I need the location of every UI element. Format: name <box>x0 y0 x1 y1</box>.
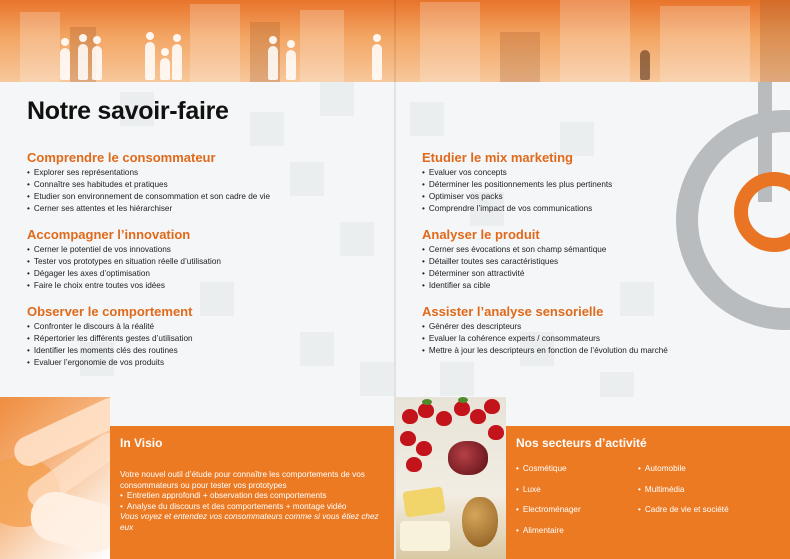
skincare-photo <box>0 397 110 559</box>
food-photo <box>396 397 506 559</box>
sector-item: • Cadre de vie et société <box>638 505 768 516</box>
photo-shape <box>416 441 432 456</box>
in-visio-panel <box>110 426 394 559</box>
sector-item: • Cosmétique <box>516 464 638 475</box>
person-silhouette <box>145 42 155 80</box>
person-silhouette <box>268 46 278 80</box>
section-innovation <box>27 227 397 292</box>
list-item: • Mettre à jour les descripteurs en fonction de l’évolution du marché <box>422 345 722 357</box>
photo-shape <box>488 425 504 440</box>
person-silhouette <box>269 36 277 44</box>
list-item: • Identifier sa cible <box>422 280 702 292</box>
section-heading: Comprendre le consommateur <box>27 150 216 165</box>
sector-item: • Automobile <box>638 464 768 475</box>
mosaic-tile <box>440 362 474 396</box>
building-shape <box>300 10 344 82</box>
list-item: • Déterminer son attractivité <box>422 268 702 280</box>
list-item: • Analyse du discours et des comportements + montage vidéo <box>120 502 384 513</box>
building-shape <box>190 4 240 82</box>
sector-item: • Luxe <box>516 485 638 496</box>
photo-shape <box>422 399 432 405</box>
person-silhouette <box>61 38 69 46</box>
list-item: • Optimiser vos packs <box>422 191 702 203</box>
photo-shape <box>402 409 418 424</box>
photo-shape <box>402 486 445 517</box>
photo-shape <box>400 431 416 446</box>
person-silhouette <box>172 44 182 80</box>
list-item: • Détailler toutes ses caractéristiques <box>422 256 702 268</box>
list-item: • Générer des descripteurs <box>422 321 722 333</box>
section-sensorielle <box>422 304 722 357</box>
list-item: • Tester vos prototypes en situation réelle d’utilisation <box>27 256 397 268</box>
person-silhouette <box>160 58 170 80</box>
sectors-panel <box>506 426 790 559</box>
list-item: • Cerner le potentiel de vos innovations <box>27 244 397 256</box>
sector-item: • Alimentaire <box>516 526 638 537</box>
person-silhouette <box>78 44 88 80</box>
list-item: • Evaluer vos concepts <box>422 167 702 179</box>
photo-shape <box>470 409 486 424</box>
person-silhouette <box>372 44 382 80</box>
list-item: • Etudier son environnement de consommation et son cadre de vie <box>27 191 397 203</box>
panel-heading: In Visio <box>120 436 163 450</box>
list-item: • Comprendre l’impact de vos communications <box>422 203 702 215</box>
panel-tagline: Vous voyez et entendez vos consommateurs comme si vous étiez chez eux <box>120 512 379 532</box>
building-shape <box>560 0 630 82</box>
list-item: • Faire le choix entre toutes vos idées <box>27 280 397 292</box>
mosaic-tile <box>410 102 444 136</box>
list-item: • Evaluer la cohérence experts / consommateurs <box>422 333 722 345</box>
list-item: • Connaître ses habitudes et pratiques <box>27 179 397 191</box>
person-silhouette <box>640 50 650 80</box>
photo-shape <box>400 521 450 551</box>
person-silhouette <box>146 32 154 40</box>
section-heading: Etudier le mix marketing <box>422 150 573 165</box>
person-silhouette <box>373 34 381 42</box>
list-item: • Identifier les moments clés des routines <box>27 345 397 357</box>
person-silhouette <box>79 34 87 42</box>
section-produit <box>422 227 702 292</box>
list-item: • Répertorier les différents gestes d’utilisation <box>27 333 397 345</box>
list-item: • Confronter le discours à la réalité <box>27 321 397 333</box>
photo-shape <box>458 397 468 403</box>
list-item: • Cerner ses attentes et les hiérarchiser <box>27 203 397 215</box>
building-shape <box>420 2 480 82</box>
list-item: • Dégager les axes d’optimisation <box>27 268 397 280</box>
photo-shape <box>454 401 470 416</box>
person-silhouette <box>173 34 181 42</box>
section-mix-marketing <box>422 150 702 215</box>
mosaic-tile <box>320 82 354 116</box>
list-item: • Explorer ses représentations <box>27 167 397 179</box>
section-heading: Accompagner l’innovation <box>27 227 191 242</box>
section-heading: Analyser le produit <box>422 227 540 242</box>
photo-shape <box>406 457 422 472</box>
section-heading: Observer le comportement <box>27 304 193 319</box>
list-item: • Déterminer les positionnements les plus pertinents <box>422 179 702 191</box>
mosaic-tile <box>600 372 634 397</box>
panel-intro: Votre nouvel outil d’étude pour connaître les comportements de vos consommateurs ou pour tester vos prototypes <box>120 470 365 490</box>
panel-heading: Nos secteurs d’activité <box>516 436 647 450</box>
section-comportement <box>27 304 397 369</box>
person-silhouette <box>287 40 295 48</box>
sector-item: • Electroménager <box>516 505 638 516</box>
photo-shape <box>484 399 500 414</box>
person-silhouette <box>92 46 102 80</box>
building-shape <box>20 12 60 82</box>
person-silhouette <box>286 50 296 80</box>
person-silhouette <box>60 48 70 80</box>
page-title: Notre savoir-faire <box>27 97 229 125</box>
section-comprendre <box>27 150 397 215</box>
sector-item: • Multimédia <box>638 485 768 496</box>
list-item: • Cerner ses évocations et son champ sémantique <box>422 244 702 256</box>
panel-spacer <box>506 397 790 426</box>
person-silhouette <box>161 48 169 56</box>
section-heading: Assister l’analyse sensorielle <box>422 304 604 319</box>
list-item: • Evaluer l’ergonomie de vos produits <box>27 357 397 369</box>
photo-shape <box>436 411 452 426</box>
building-shape <box>760 0 790 82</box>
photo-shape <box>448 441 488 475</box>
photo-shape <box>462 497 498 547</box>
mosaic-tile <box>250 112 284 146</box>
building-shape <box>660 6 750 82</box>
panel-spacer <box>110 397 394 426</box>
person-silhouette <box>93 36 101 44</box>
list-item: • Entretien approfondi + observation des comportements <box>120 491 384 502</box>
photo-shape <box>418 403 434 418</box>
building-shape <box>500 32 540 82</box>
